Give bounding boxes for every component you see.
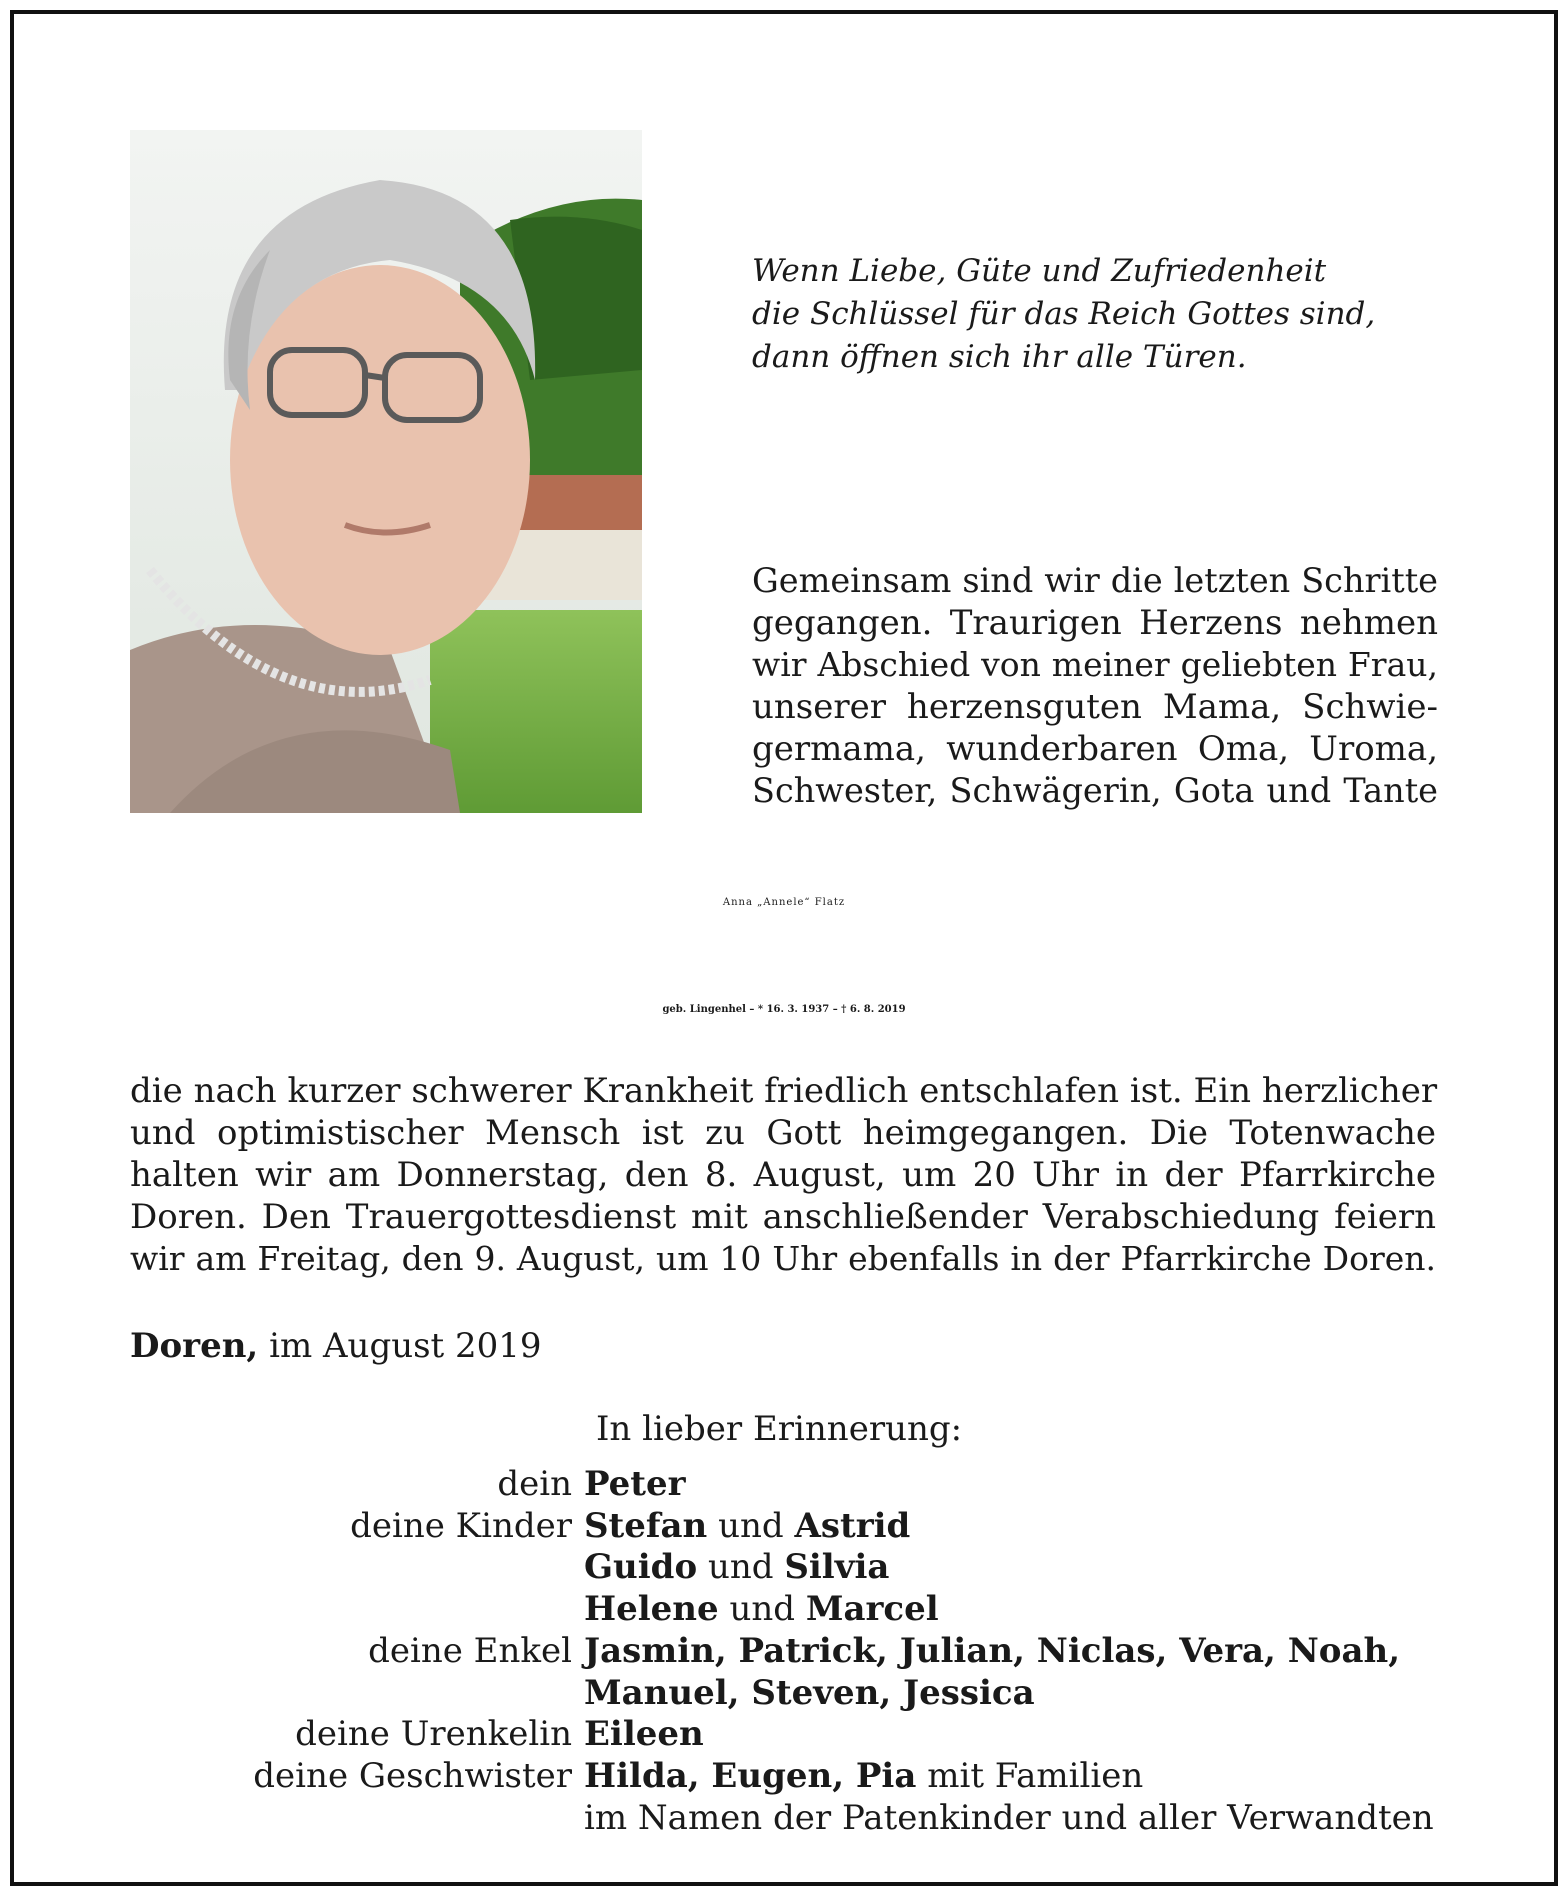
connector: mit Familien bbox=[927, 1755, 1144, 1796]
family-name: Helene bbox=[584, 1589, 719, 1630]
intro-line: gegangen. Traurigen Herzens nehmen bbox=[752, 603, 1438, 643]
intro-line: germama, wunderbaren Oma, Uroma, bbox=[752, 729, 1438, 769]
memory-heading: In lieber Erinnerung: bbox=[596, 1409, 963, 1449]
relation-label: deine Urenkelin bbox=[295, 1714, 572, 1755]
family-row bbox=[130, 1506, 1470, 1548]
family-name: Marcel bbox=[805, 1589, 939, 1630]
body-line: halten wir am Donnerstag, den 8. August, um 20 Uhr in der Pfarrkirche bbox=[130, 1155, 1436, 1195]
relation-label: deine Enkel bbox=[368, 1630, 572, 1671]
family-row bbox=[130, 1798, 1470, 1840]
family-name: Silvia bbox=[784, 1547, 890, 1588]
family-row bbox=[130, 1547, 1470, 1589]
family-name: Guido bbox=[584, 1547, 698, 1588]
family-row bbox=[130, 1589, 1470, 1631]
quote-block bbox=[752, 250, 1452, 379]
family-name: Astrid bbox=[794, 1505, 911, 1546]
closing-line: im Namen der Patenkinder und aller Verwandten bbox=[584, 1797, 1434, 1838]
intro-line: Schwester, Schwägerin, Gota und Tante bbox=[752, 771, 1438, 810]
body-line: wir am Freitag, den 9. August, um 10 Uhr ebenfalls in der Pfarrkirche Doren. bbox=[130, 1239, 1436, 1278]
relation-label: deine Kinder bbox=[350, 1505, 572, 1546]
relation-label: dein bbox=[497, 1464, 572, 1504]
family-name: Manuel, Steven, Jessica bbox=[584, 1672, 1035, 1713]
quote-line: die Schlüssel für das Reich Gottes sind, bbox=[752, 296, 1376, 332]
family-row bbox=[130, 1756, 1470, 1798]
family-row bbox=[130, 1673, 1470, 1715]
place-town: Doren, bbox=[130, 1326, 259, 1366]
body-line: die nach kurzer schwerer Krankheit friedlich entschlafen ist. Ein herzlicher bbox=[130, 1071, 1438, 1111]
family-name: Stefan bbox=[584, 1505, 708, 1546]
family-name: Peter bbox=[584, 1464, 686, 1504]
intro-paragraph bbox=[752, 560, 1438, 812]
body-line: Doren. Den Trauergottesdienst mit anschließender Verabschiedung feiern bbox=[130, 1197, 1436, 1237]
relation-label: deine Geschwister bbox=[253, 1755, 572, 1796]
connector: und bbox=[729, 1589, 796, 1630]
family-row bbox=[130, 1631, 1470, 1673]
deceased-dates: geb. Lingenhel – * 16. 3. 1937 – † 6. 8. 2019 bbox=[662, 1004, 906, 1015]
family-name: Eileen bbox=[584, 1714, 704, 1755]
connector: und bbox=[707, 1547, 774, 1588]
family-list bbox=[130, 1464, 1470, 1839]
body-line: und optimistischer Mensch ist zu Gott heimgegangen. Die Totenwache bbox=[130, 1113, 1436, 1153]
place-date bbox=[130, 1325, 542, 1367]
family-row bbox=[130, 1464, 1470, 1506]
family-name: Jasmin, Patrick, Julian, Niclas, Vera, Noah, bbox=[584, 1630, 1401, 1671]
announcement-paragraph bbox=[130, 1070, 1436, 1280]
deceased-name: Anna „Annele“ Flatz bbox=[722, 897, 846, 908]
intro-line: Gemeinsam sind wir die letzten Schritte bbox=[752, 561, 1438, 600]
place-month: im August 2019 bbox=[269, 1326, 542, 1366]
connector: und bbox=[718, 1505, 784, 1546]
family-name: Hilda, Eugen, Pia bbox=[584, 1755, 917, 1796]
portrait-illustration bbox=[130, 130, 642, 813]
portrait-photo bbox=[130, 130, 642, 813]
intro-line: wir Abschied von meiner geliebten Frau, bbox=[752, 645, 1438, 684]
intro-line: unserer herzensguten Mama, Schwie- bbox=[752, 687, 1438, 727]
family-row bbox=[130, 1714, 1470, 1756]
quote-line: dann öffnen sich ihr alle Türen. bbox=[752, 339, 1247, 375]
quote-line: Wenn Liebe, Güte und Zufriedenheit bbox=[752, 253, 1327, 289]
